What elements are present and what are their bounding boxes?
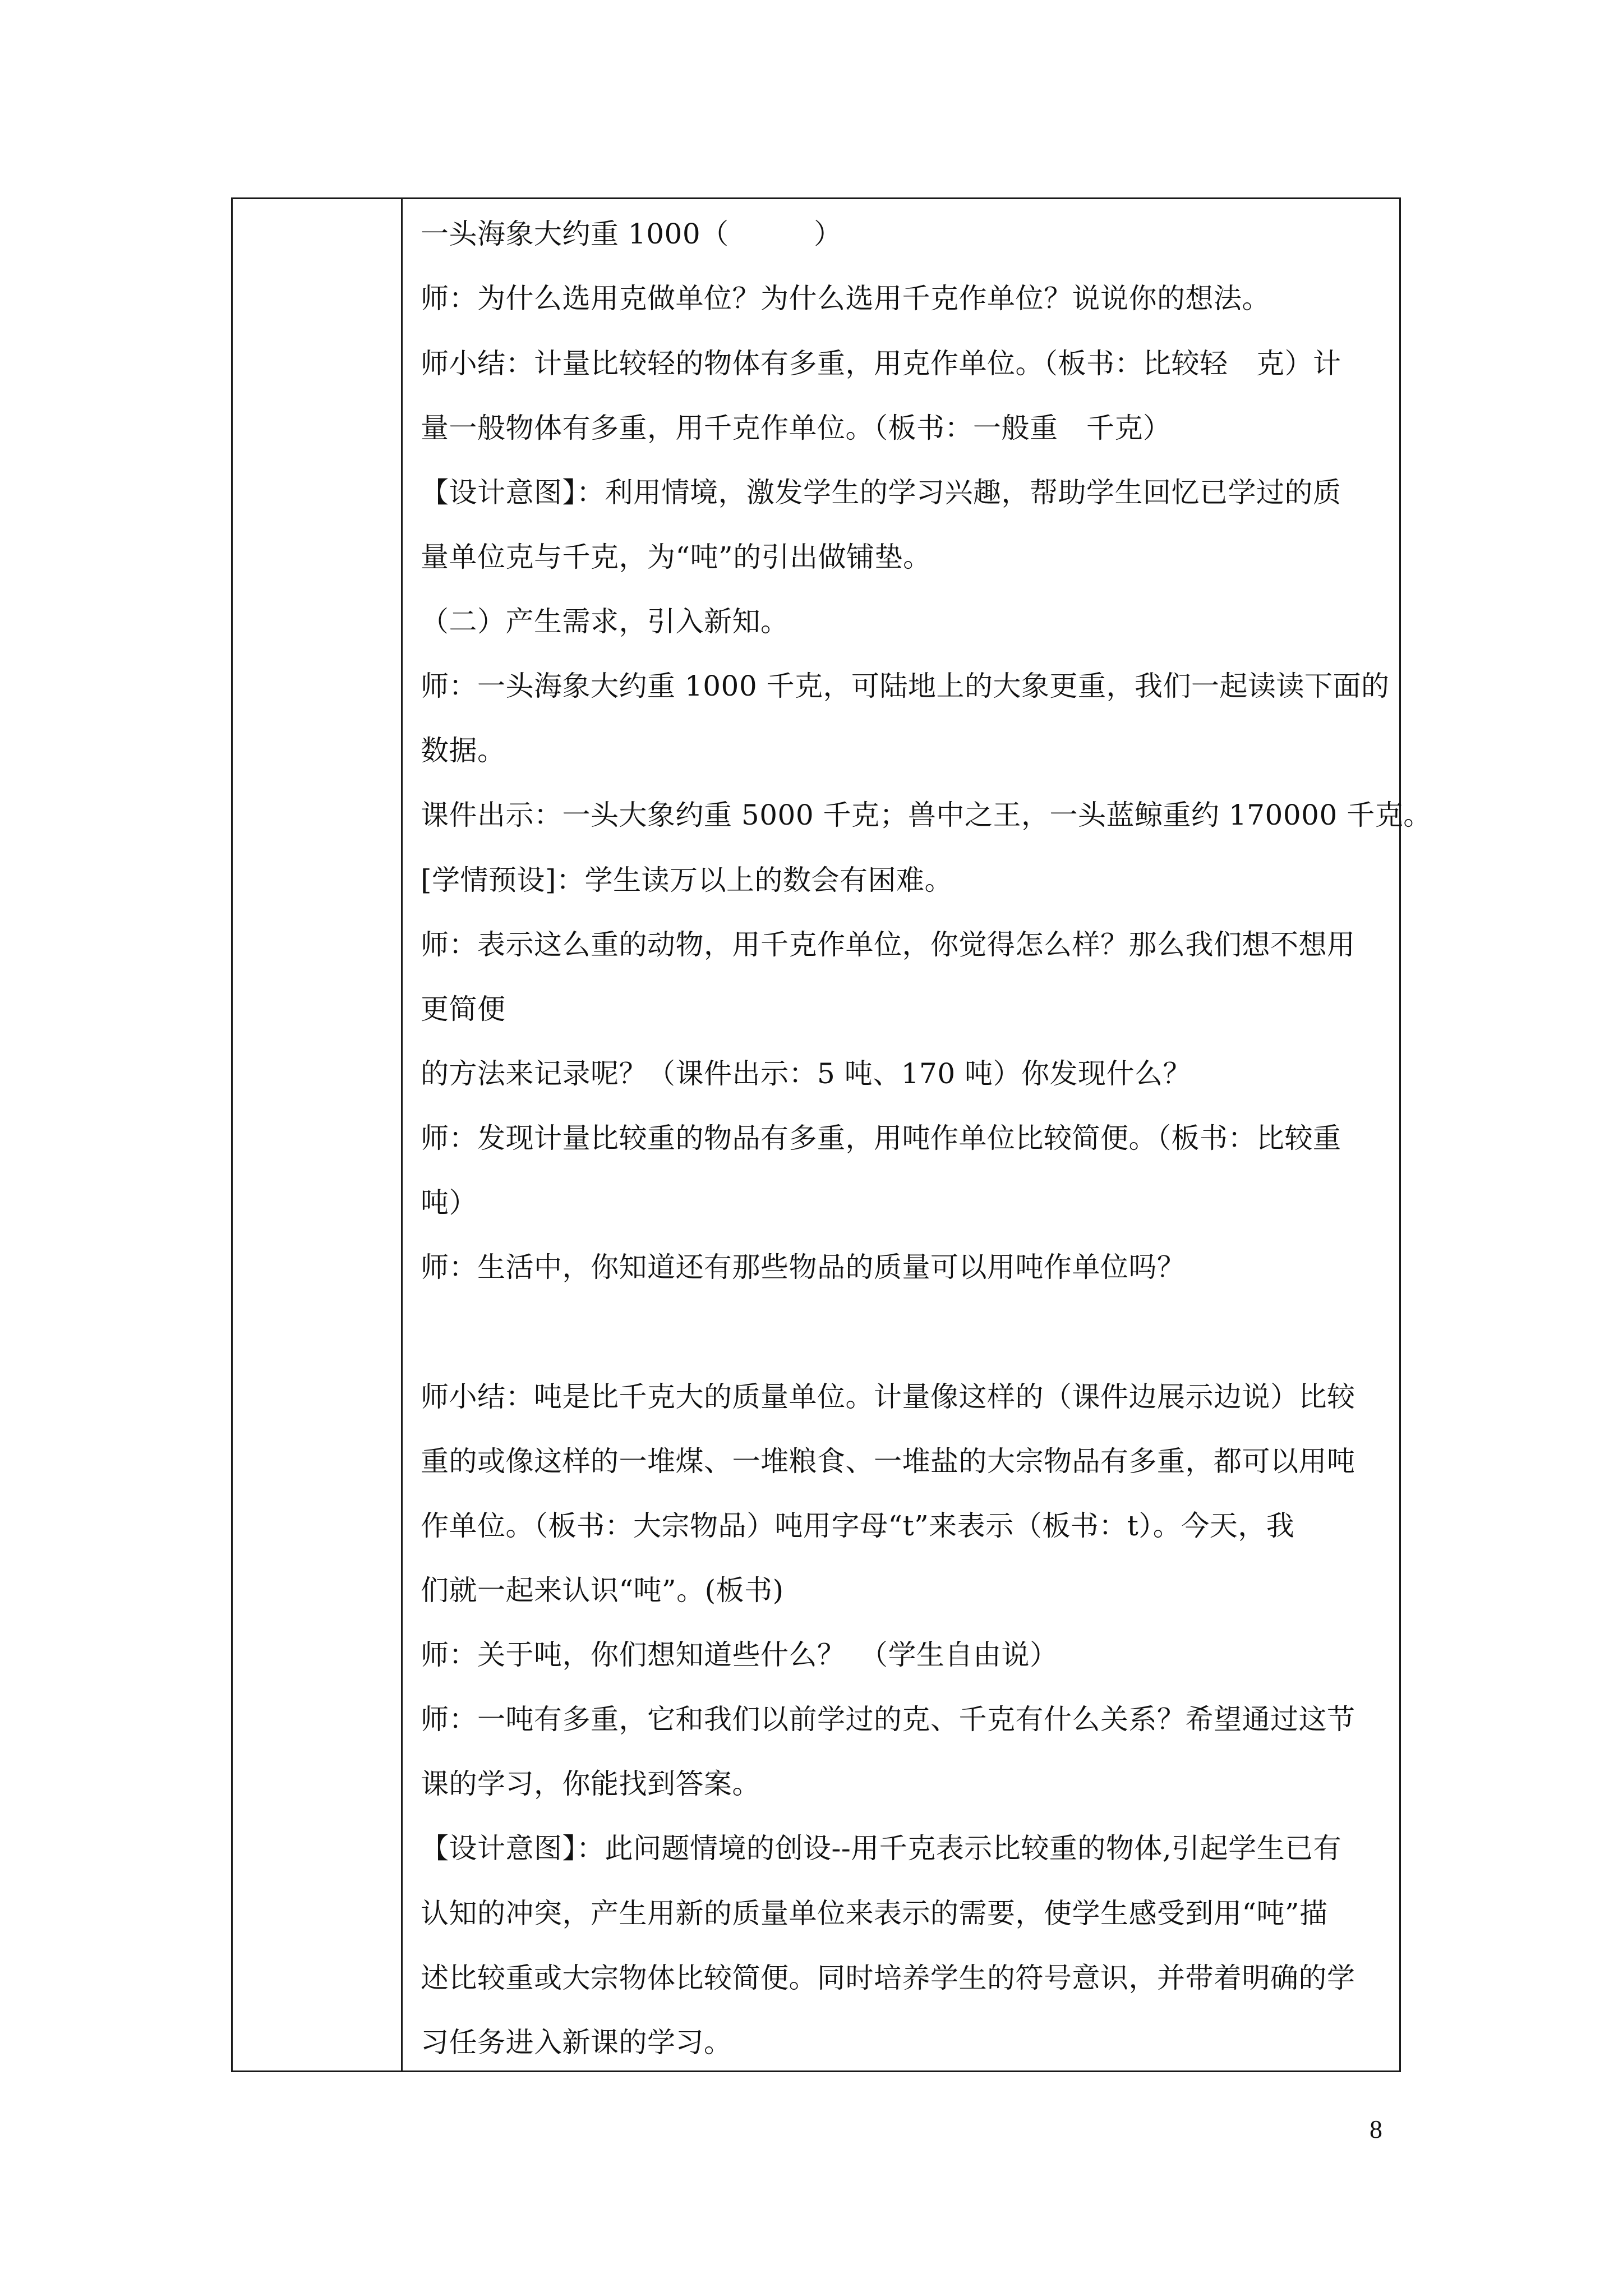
- text-line: 师：发现计量比较重的物品有多重，用吨作单位比较简便。（板书：比较重: [421, 1122, 1341, 1154]
- text-line: 重的或像这样的一堆煤、一堆粮食、一堆盐的大宗物品有多重，都可以用吨: [421, 1445, 1355, 1478]
- text-line: 量单位克与千克，为“吨”的引出做铺垫。: [421, 541, 932, 573]
- text-line: 作单位。（板书：大宗物品）吨用字母“t”来表示（板书：t）。今天，我: [421, 1510, 1295, 1542]
- page-number: 8: [1370, 2115, 1382, 2143]
- text-line: [学情预设]：学生读万以上的数会有困难。: [421, 864, 953, 896]
- text-line: 们就一起来认识“吨”。(板书): [421, 1574, 784, 1607]
- text-line: 认知的冲突，产生用新的质量单位来表示的需要，使学生感受到用“吨”描: [421, 1897, 1328, 1930]
- text-line: 师小结：计量比较轻的物体有多重，用克作单位。（板书：比较轻 克）计: [421, 347, 1341, 380]
- text-line: 课的学习，你能找到答案。: [421, 1768, 760, 1800]
- text-line: 师：关于吨，你们想知道些什么？ （学生自由说）: [421, 1639, 1058, 1671]
- text-line: 量一般物体有多重，用千克作单位。（板书：一般重 千克）: [421, 412, 1172, 444]
- text-line: 述比较重或大宗物体比较简便。同时培养学生的符号意识，并带着明确的学: [421, 1962, 1355, 1994]
- text-line: 数据。: [421, 734, 506, 767]
- content-cell: [403, 199, 1432, 2070]
- text-line: 【设计意图】：利用情境，激发学生的学习兴趣，帮助学生回忆已学过的质: [421, 476, 1341, 509]
- text-line: 吨）: [421, 1186, 477, 1219]
- lesson-table: [231, 197, 1432, 2072]
- left-column-cell: [233, 199, 403, 2070]
- text-line: 师：一头海象大约重 1000 千克，可陆地上的大象更重，我们一起读读下面的: [421, 670, 1390, 702]
- text-line: （二）产生需求，引入新知。: [421, 605, 789, 638]
- text-line: 师小结：吨是比千克大的质量单位。计量像这样的（课件边展示边说）比较: [421, 1381, 1355, 1413]
- text-line: 习任务进入新课的学习。: [421, 2026, 732, 2059]
- text-line: 师：为什么选用克做单位？为什么选用千克作单位？说说你的想法。: [421, 282, 1270, 315]
- text-line: 师：生活中，你知道还有那些物品的质量可以用吨作单位吗？: [421, 1251, 1186, 1283]
- text-line: 更简便: [421, 993, 506, 1025]
- text-line: 师：一吨有多重，它和我们以前学过的克、千克有什么关系？希望通过这节: [421, 1703, 1355, 1736]
- text-line: 【设计意图】：此问题情境的创设--用千克表示比较重的物体,引起学生已有: [421, 1832, 1342, 1865]
- text-line: 一头海象大约重 1000（ ）: [421, 218, 842, 250]
- text-line: 师：表示这么重的动物，用千克作单位，你觉得怎么样？那么我们想不想用: [421, 928, 1355, 961]
- text-line: 课件出示：一头大象约重 5000 千克；兽中之王，一头蓝鲸重约 170000 千克。: [421, 799, 1432, 831]
- text-line: 的方法来记录呢？（课件出示：5 吨、170 吨）你发现什么？: [421, 1057, 1192, 1090]
